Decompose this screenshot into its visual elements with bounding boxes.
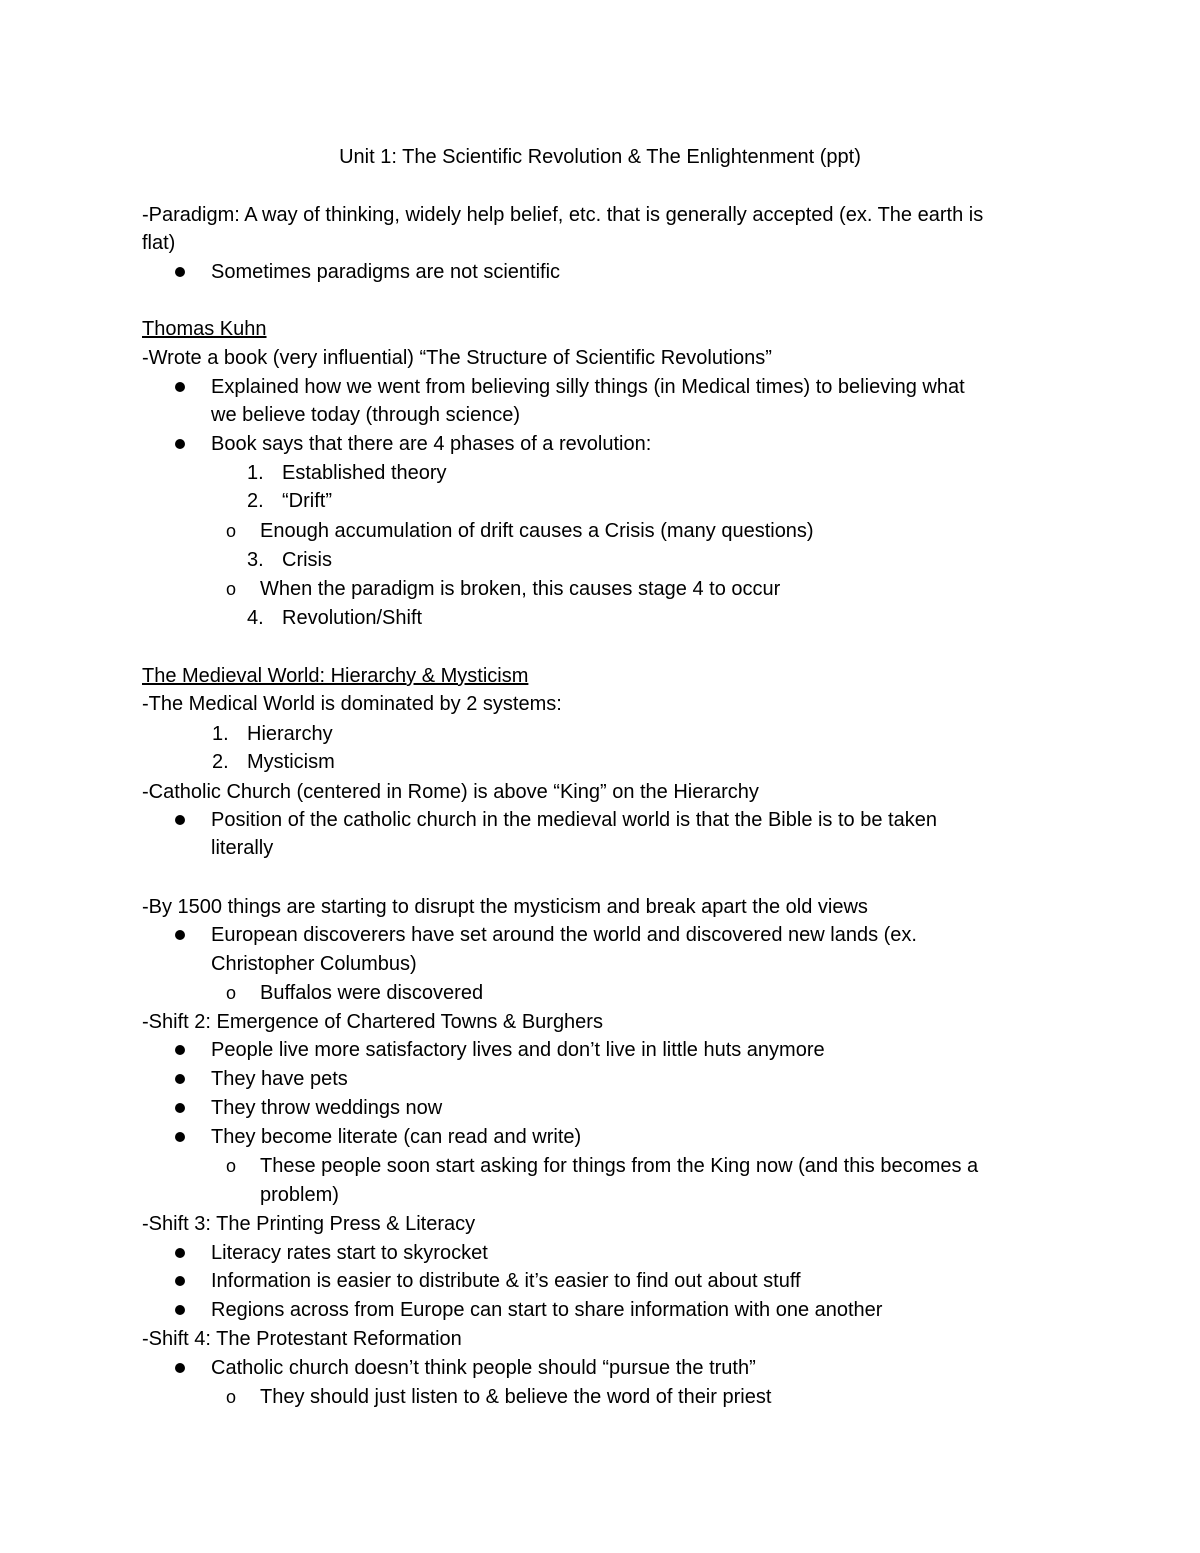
list-item: They become literate (can read and write)	[211, 1126, 582, 1148]
bullet-icon	[175, 439, 185, 449]
shift-2-heading: -Shift 2: Emergence of Chartered Towns & Burghers	[142, 1011, 603, 1033]
sub-item: When the paradigm is broken, this causes stage 4 to occur	[260, 578, 781, 600]
list-item: Sometimes paradigms are not scientific	[211, 261, 561, 283]
bullet-icon	[175, 1305, 185, 1315]
sub-item: These people soon start asking for things from the King now (and this becomes a	[260, 1155, 979, 1177]
bullet-icon	[175, 382, 185, 392]
list-number: 2.	[247, 490, 264, 512]
list-item: Regions across from Europe can start to share information with one another	[211, 1299, 883, 1321]
sub-item: Buffalos were discovered	[260, 982, 484, 1004]
list-item-cont: Christopher Columbus)	[211, 953, 417, 975]
sub-item: They should just listen to & believe the word of their priest	[260, 1386, 772, 1408]
list-item: European discoverers have set around the world and discovered new lands (ex.	[211, 924, 917, 946]
system-item: Hierarchy	[247, 723, 333, 745]
list-item-cont: literally	[211, 837, 274, 859]
list-item: Explained how we went from believing silly things (in Medical times) to believing what	[211, 376, 965, 398]
list-item: Book says that there are 4 phases of a revolution:	[211, 433, 652, 455]
phase-item: Crisis	[282, 549, 332, 571]
bullet-icon	[175, 1363, 185, 1373]
list-item: They have pets	[211, 1068, 348, 1090]
phase-item: Revolution/Shift	[282, 607, 423, 629]
list-number: 1.	[247, 462, 264, 484]
shift-4-heading: -Shift 4: The Protestant Reformation	[142, 1328, 462, 1350]
list-item: Literacy rates start to skyrocket	[211, 1242, 488, 1264]
bullet-icon	[175, 1276, 185, 1286]
medieval-intro: -The Medical World is dominated by 2 systems:	[142, 693, 562, 715]
bullet-icon	[175, 930, 185, 940]
bullet-icon	[175, 267, 185, 277]
document-title: Unit 1: The Scientific Revolution & The Enlightenment (ppt)	[339, 146, 861, 168]
list-number: 4.	[247, 607, 264, 629]
phase-item: Established theory	[282, 462, 447, 484]
bullet-icon	[175, 1132, 185, 1142]
list-item: Information is easier to distribute & it’s easier to find out about stuff	[211, 1270, 801, 1292]
sub-item: Enough accumulation of drift causes a Crisis (many questions)	[260, 520, 814, 542]
sub-bullet-icon: o	[226, 579, 237, 599]
system-item: Mysticism	[247, 751, 335, 773]
phase-item: “Drift”	[282, 490, 332, 512]
list-number: 1.	[212, 723, 229, 745]
shift-3-heading: -Shift 3: The Printing Press & Literacy	[142, 1213, 476, 1235]
paradigm-definition: -Paradigm: A way of thinking, widely help belief, etc. that is generally accepted (ex. The earth is	[142, 204, 984, 226]
sub-bullet-icon: o	[226, 1387, 237, 1407]
bullet-icon	[175, 1103, 185, 1113]
list-number: 3.	[247, 549, 264, 571]
bullet-icon	[175, 815, 185, 825]
sub-bullet-icon: o	[226, 983, 237, 1003]
bullet-icon	[175, 1045, 185, 1055]
sub-bullet-icon: o	[226, 1156, 237, 1176]
section-heading-kuhn: Thomas Kuhn	[142, 318, 267, 340]
section-heading-medieval: The Medieval World: Hierarchy & Mysticism	[142, 665, 529, 687]
kuhn-intro: -Wrote a book (very influential) “The Structure of Scientific Revolutions”	[142, 347, 772, 369]
list-item: People live more satisfactory lives and don’t live in little huts anymore	[211, 1039, 825, 1061]
list-item: Catholic church doesn’t think people should “pursue the truth”	[211, 1357, 756, 1379]
list-item-cont: we believe today (through science)	[211, 404, 521, 426]
sub-bullet-icon: o	[226, 521, 237, 541]
list-item: They throw weddings now	[211, 1097, 443, 1119]
bullet-icon	[175, 1074, 185, 1084]
list-item: Position of the catholic church in the medieval world is that the Bible is to be taken	[211, 809, 937, 831]
list-number: 2.	[212, 751, 229, 773]
church-statement: -Catholic Church (centered in Rome) is above “King” on the Hierarchy	[142, 781, 759, 803]
bullet-icon	[175, 1248, 185, 1258]
by-1500-statement: -By 1500 things are starting to disrupt the mysticism and break apart the old views	[142, 896, 868, 918]
paradigm-definition-cont: flat)	[142, 232, 176, 254]
sub-item-cont: problem)	[260, 1184, 339, 1206]
